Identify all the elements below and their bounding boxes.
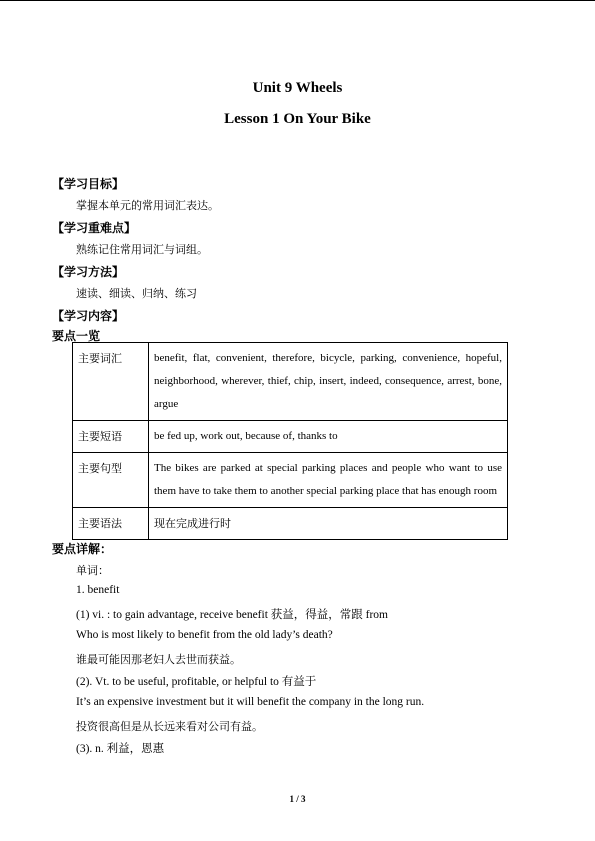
content-heading: 【学习内容】 <box>52 309 125 323</box>
unit-title: Unit 9 Wheels <box>252 80 343 96</box>
table-row <box>73 453 508 508</box>
words-label: 单词： <box>76 564 109 577</box>
definition-1: (1) vi. : to gain advantage, receive benefit 获益，得益，常跟 from <box>76 609 389 621</box>
table-row <box>73 508 508 540</box>
goals-heading: 【学习目标】 <box>52 177 125 191</box>
example-1-english: Who is most likely to benefit from the old lady’s death? <box>76 629 333 641</box>
table-row <box>73 343 508 421</box>
row-label: 主要语法 <box>73 508 149 540</box>
key-points-text: 熟练记住常用词汇与词组。 <box>76 243 208 256</box>
overview-heading: 要点一览 <box>52 329 101 343</box>
lesson-title: Lesson 1 On Your Bike <box>224 111 371 127</box>
definition-3: (3). n. 利益，恩惠 <box>76 743 165 755</box>
key-points-heading: 【学习重难点】 <box>52 221 137 235</box>
example-2-chinese: 投资很高但是从长远来看对公司有益。 <box>76 720 263 733</box>
table-row <box>73 421 508 453</box>
row-value: 现在完成进行时 <box>149 508 508 540</box>
row-value: benefit, flat, convenient, therefore, bicycle, parking, convenience, hopeful, neighborhood, wherever, thief, chip, insert, indeed, consequence, arrest, bone, argue <box>149 343 508 421</box>
row-label: 主要词汇 <box>73 343 149 421</box>
method-heading: 【学习方法】 <box>52 265 125 279</box>
definition-2: (2). Vt. to be useful, profitable, or helpful to 有益于 <box>76 676 317 688</box>
row-value: The bikes are parked at special parking places and people who want to use them have to take them to another special parking place that has enough room <box>149 453 508 508</box>
page-number: 1 / 3 <box>289 794 306 804</box>
summary-table <box>72 342 508 540</box>
method-text: 速读、细读、归纳、练习 <box>76 287 197 300</box>
example-1-chinese: 谁最可能因那老妇人去世而获益。 <box>76 653 241 666</box>
row-value: be fed up, work out, because of, thanks to <box>149 421 508 453</box>
row-label: 主要句型 <box>73 453 149 508</box>
example-2-english: It’s an expensive investment but it will benefit the company in the long run. <box>76 696 425 708</box>
top-border-line <box>0 0 595 1</box>
item-benefit: 1. benefit <box>76 584 120 596</box>
goals-text: 掌握本单元的常用词汇表达。 <box>76 199 219 212</box>
details-heading: 要点详解： <box>52 542 113 556</box>
row-label: 主要短语 <box>73 421 149 453</box>
